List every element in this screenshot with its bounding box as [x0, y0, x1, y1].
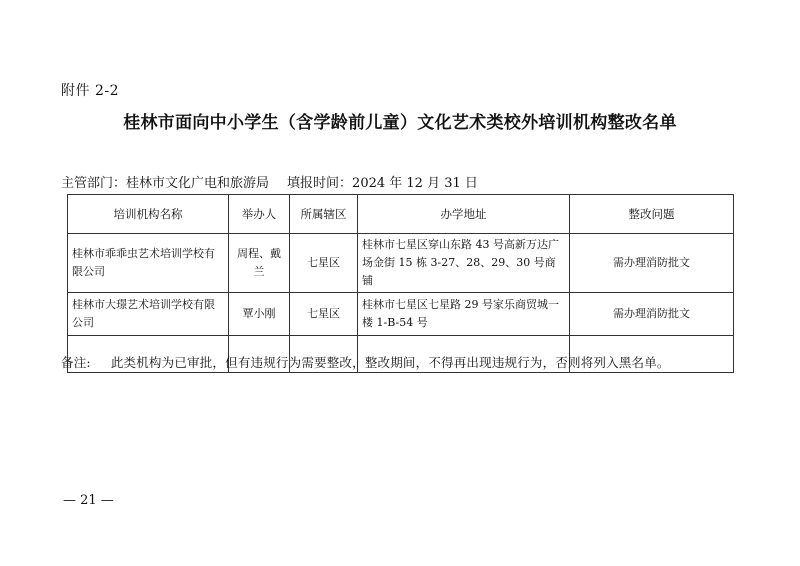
department-value: 桂林市文化广电和旅游局: [126, 176, 270, 191]
remarks-text: 此类机构为已审批，但有违规行为需要整改，整改期间，不得再出现违规行为，否则将列入黑名单。: [110, 355, 670, 370]
district-cell: 七星区: [290, 234, 358, 293]
attachment-label: 附件 2-2: [61, 83, 119, 99]
issue-cell: 需办理消防批文: [570, 234, 734, 293]
org-name-cell: 桂林市乖乖虫艺术培训学校有限公司: [68, 234, 229, 293]
date-value: 2024 年 12 月 31 日: [352, 176, 478, 191]
document-title: 桂林市面向中小学生（含学龄前儿童）文化艺术类校外培训机构整改名单: [123, 113, 677, 133]
address-cell: 桂林市七星区七星路 29 号家乐商贸城一楼 1-B-54 号: [358, 293, 570, 336]
district-cell: 七星区: [290, 293, 358, 336]
header-issue: 整改问题: [570, 195, 734, 234]
table-header-row: [68, 195, 734, 234]
issue-cell: 需办理消防批文: [570, 293, 734, 336]
table-row: [68, 293, 734, 336]
header-org-name: 培训机构名称: [68, 195, 229, 234]
page-number: — 21 —: [63, 493, 114, 508]
remarks-label: 备注:: [61, 355, 91, 370]
organizer-cell: 周程、戴兰: [229, 234, 290, 293]
rectification-table: [67, 194, 734, 373]
header-organizer: 举办人: [229, 195, 290, 234]
table-row: [68, 234, 734, 293]
department-label: 主管部门：: [61, 176, 127, 191]
organizer-cell: 覃小刚: [229, 293, 290, 336]
remarks: [61, 353, 670, 371]
date-label: 填报时间：: [287, 176, 353, 191]
meta-line: [61, 172, 478, 191]
address-cell: 桂林市七星区穿山东路 43 号高新万达广场金街 15 栋 3-27、28、29、30 号商铺: [358, 234, 570, 293]
header-address: 办学地址: [358, 195, 570, 234]
header-district: 所属辖区: [290, 195, 358, 234]
org-name-cell: 桂林市大璟艺术培训学校有限公司: [68, 293, 229, 336]
